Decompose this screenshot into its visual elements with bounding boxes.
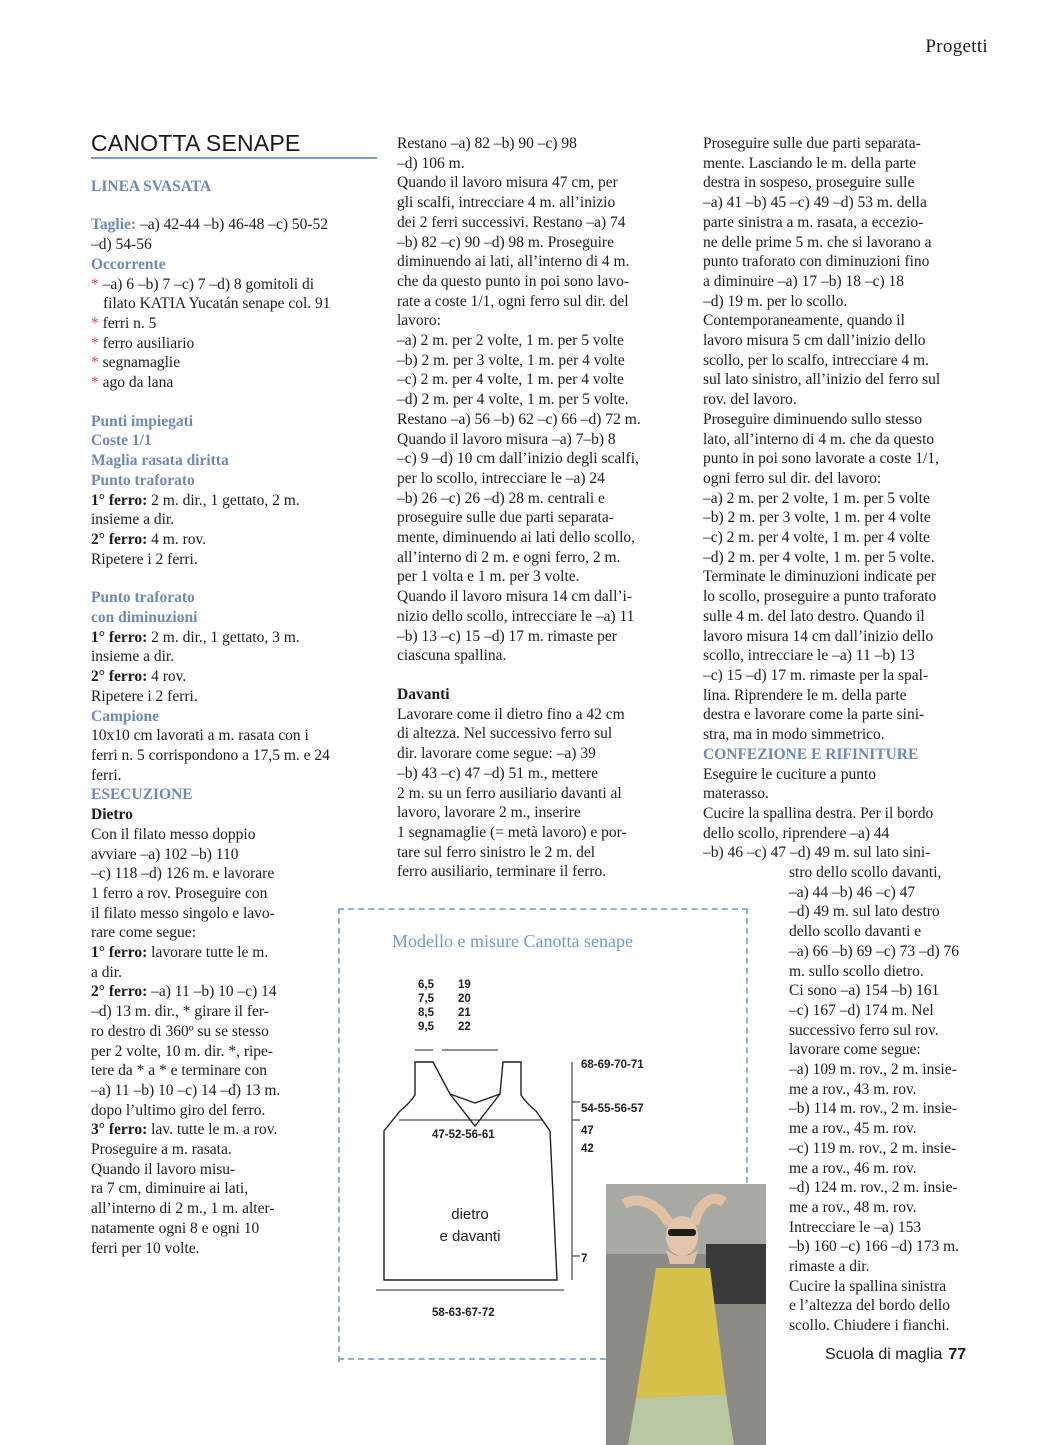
stitches-heading: Punti impiegati Coste 1/1 Maglia rasata diritta — [91, 412, 229, 470]
dim-armhole: 68-69-70-71 — [581, 1059, 644, 1071]
dim-neck: 54-55-56-57 — [581, 1103, 644, 1115]
finish-text — [703, 765, 995, 864]
text-line: per lo scollo, intrecciare le –a) 24 — [397, 469, 605, 487]
text-line: lavoro: — [397, 312, 441, 330]
text-line: m. sullo scollo dietro. — [789, 962, 924, 980]
lace-dec-row-2: 2° ferro: 4 rov. — [91, 668, 187, 686]
text-line: mente, diminuendo ai lati dello scollo, — [397, 529, 636, 547]
text-line: Cucire la spallina sinistra — [789, 1277, 947, 1295]
text-line: –b) 13 –c) 15 –d) 17 m. rimaste per — [397, 627, 617, 645]
text-line: punto traforato con diminuzioni fino — [703, 253, 930, 271]
schematic-frame-bottom — [338, 1358, 606, 1360]
bullet-icon: * — [91, 314, 103, 332]
text-line: stra, ma in modo simmetrico. — [703, 726, 885, 744]
text-line: Ci sono –a) 154 –b) 161 — [789, 982, 940, 1000]
exec-heading: ESECUZIONE — [91, 786, 193, 804]
text-line: scollo, intrecciare le –a) 11 –b) 13 — [703, 647, 915, 665]
gauge-text: 10x10 cm lavorati a m. rasata con i ferri n. 5 corrispondono a 17,5 m. e 24 ferri. — [91, 727, 330, 784]
text-line: lato, all’interno di 4 m. che da questo — [703, 430, 935, 448]
text-line: –b) 26 –c) 26 –d) 28 m. centrali e — [397, 489, 605, 507]
text-line: –b) 114 m. rov., 2 m. insie- — [789, 1100, 958, 1118]
text-line: Quando il lavoro misura 47 cm, per — [397, 174, 618, 192]
text-line: –b) 43 –c) 47 –d) 51 m., mettere — [397, 764, 599, 782]
section-name: Progetti — [925, 36, 988, 57]
text-line: –d) 49 m. sul lato destro — [789, 903, 940, 921]
sizes-line-2: –d) 54-56 — [91, 236, 152, 254]
text-line: lo scollo, proseguire a punto traforato — [703, 588, 937, 606]
text-line: sulle 4 m. del lato destro. Quando il — [703, 607, 925, 625]
text-line: –c) 2 m. per 4 volte, 1 m. per 4 volte — [397, 371, 624, 389]
text-line: Restano –a) 82 –b) 90 –c) 98 — [397, 135, 577, 152]
text-line: dello scollo davanti e — [789, 923, 922, 941]
text-line: –d) 19 m. per lo scollo. — [703, 292, 848, 310]
text-line: dei 2 ferri successivi. Restano –a) 74 — [397, 213, 626, 231]
materials-item: * ferro ausiliario — [91, 334, 195, 352]
text-line: –b) 82 –c) 90 –d) 98 m. Proseguire — [397, 233, 614, 251]
text-line: Contemporaneamente, quando il — [703, 312, 905, 330]
photo-doorway — [706, 1244, 766, 1304]
dim-42: 42 — [581, 1143, 594, 1155]
text-line: parte sinistra a m. rasata, a eccezio- — [703, 213, 924, 231]
text-line: –a) 41 –b) 45 –c) 49 –d) 53 m. della — [703, 194, 927, 212]
lace-dec-row-1-cont: insieme a dir. — [91, 648, 175, 666]
text-line: –d) 106 m. — [397, 154, 465, 172]
column-1 — [91, 130, 379, 1258]
dim-7: 7 — [581, 1253, 588, 1265]
text-line: –a) 2 m. per 2 volte, 1 m. per 5 volte — [397, 332, 624, 350]
text-line: Terminate le diminuzioni indicate per — [703, 568, 937, 586]
strap-size-b: 7,5 — [418, 993, 434, 1005]
back-continued-text — [397, 134, 687, 666]
text-line: –b) 2 m. per 3 volte, 1 m. per 4 volte — [703, 509, 931, 527]
text-line: –b) 46 –c) 47 –d) 49 m. sul lato sini- — [703, 844, 931, 862]
text-line: –a) 66 –b) 69 –c) 73 –d) 76 — [789, 942, 960, 960]
lace-dec-heading: Punto traforato con diminuzioni — [91, 589, 198, 627]
magazine-name: Scuola di maglia — [825, 1346, 943, 1363]
text-line: mente. Lasciando le m. della parte — [703, 154, 917, 172]
text-line: che da questo punto in poi sono lavo- — [397, 272, 630, 290]
text-line: –d) 2 m. per 4 volte, 1 m. per 5 volte. — [703, 548, 935, 566]
lace-dec-row-1: 1° ferro: 2 m. dir., 1 gettato, 3 m. — [91, 628, 300, 646]
text-line: Eseguire le cuciture a punto — [703, 765, 877, 783]
garment-outline — [384, 1062, 557, 1280]
materials-heading: Occorrente — [91, 255, 166, 273]
text-line: me a rov., 48 m. rov. — [789, 1198, 917, 1216]
text-line: –b) 2 m. per 3 volte, 1 m. per 4 volte — [397, 351, 625, 369]
neck-size-d: 22 — [458, 1021, 471, 1033]
neck-size-c: 21 — [458, 1007, 471, 1019]
model-photo — [606, 1184, 766, 1445]
text-line: all’interno di 2 m. e ogni ferro, 2 m. — [397, 548, 621, 566]
front-continued-text — [703, 134, 995, 745]
back-heading: Dietro — [91, 806, 133, 824]
text-line: Lavorare come il dietro fino a 42 cm — [397, 705, 625, 723]
dim-width-bottom: 58-63-67-72 — [432, 1307, 495, 1319]
photo-sunglasses — [668, 1229, 696, 1236]
text-line: tare sul ferro sinistro le 2 m. del — [397, 843, 596, 861]
text-line: ne delle prime 5 m. che si lavorano a — [703, 233, 932, 251]
text-line: ciascuna spallina. — [397, 647, 507, 665]
text-line: rimaste a dir. — [789, 1258, 870, 1276]
text-line: –c) 2 m. per 4 volte, 1 m. per 4 volte — [703, 529, 930, 547]
text-line: Quando il lavoro misura –a) 7–b) 8 — [397, 430, 616, 448]
text-line: dir. lavorare come segue: –a) 39 — [397, 745, 596, 763]
text-line: destra in sospeso, proseguire sulle — [703, 174, 915, 192]
lace-row-2: 2° ferro: 4 m. rov. — [91, 530, 207, 548]
bullet-icon: * — [91, 374, 103, 392]
text-line: –a) 2 m. per 2 volte, 1 m. per 5 volte — [703, 489, 930, 507]
dim-47: 47 — [581, 1125, 594, 1137]
neck-size-a: 19 — [458, 979, 471, 991]
article-title: CANOTTA SENAPE — [91, 134, 377, 159]
text-line: rate a coste 1/1, ogni ferro sul dir. del — [397, 292, 629, 310]
text-line: gli scalfi, intrecciare 4 m. all’inizio — [397, 194, 616, 212]
text-line: punto in poi sono lavorate a coste 1/1, — [703, 450, 939, 468]
text-line: –c) 119 m. rov., 2 m. insie- — [789, 1139, 957, 1157]
text-line: successivo ferro sul rov. — [789, 1021, 939, 1039]
column-2 — [397, 134, 687, 882]
text-line: 1 segnamaglie (= metà lavoro) e por- — [397, 823, 627, 841]
text-line: ogni ferro sul dir. del lavoro: — [703, 469, 882, 487]
text-line: lina. Riprendere le m. della parte — [703, 686, 907, 704]
text-line: diminuendo ai lati, all’interno di 4 m. — [397, 253, 630, 271]
photo-skirt — [628, 1394, 734, 1445]
piece-label-1: dietro — [451, 1206, 489, 1223]
text-line: lavorare come segue: — [789, 1041, 921, 1059]
text-line: Proseguire sulle due parti separata- — [703, 135, 921, 152]
text-line: –c) 9 –d) 10 cm dall’inizio degli scalfi, — [397, 450, 639, 468]
text-line: e l’altezza del bordo dello — [789, 1297, 950, 1315]
row-2: 2° ferro: –a) 11 –b) 10 –c) 14 — [91, 983, 277, 1001]
dimension-lines — [376, 1050, 580, 1290]
text-line: me a rov., 46 m. rov. — [789, 1159, 917, 1177]
text-line: dello scollo, riprendere –a) 44 — [703, 824, 890, 842]
strap-size-d: 9,5 — [418, 1021, 434, 1033]
text-line: Restano –a) 56 –b) 62 –c) 66 –d) 72 m. — [397, 410, 641, 428]
text-line: stro dello scollo davanti, — [789, 864, 942, 882]
text-line: lavoro misura 5 cm dall’inizio dello — [703, 332, 926, 350]
text-line: scollo, per lo scalfo, intrecciare 4 m. — [703, 351, 929, 369]
lace-row-1-cont: insieme a dir. — [91, 511, 175, 529]
text-line: –b) 160 –c) 166 –d) 173 m. — [789, 1238, 960, 1256]
row-1: 1° ferro: lavorare tutte le m. — [91, 944, 269, 962]
text-line: di altezza. Nel successivo ferro sul — [397, 725, 613, 743]
lace-heading: Punto traforato — [91, 471, 195, 489]
strap-size-c: 8,5 — [418, 1007, 434, 1019]
text-line: lavoro misura 14 cm dall’inizio dello — [703, 627, 934, 645]
text-line: nizio dello scollo, intrecciare le –a) 11 — [397, 607, 635, 625]
materials-item: * segnamaglie — [91, 354, 181, 372]
text-line: destra e lavorare come la parte sini- — [703, 706, 925, 724]
lace-row-1: 1° ferro: 2 m. dir., 1 gettato, 2 m. — [91, 491, 300, 509]
text-line: –a) 109 m. rov., 2 m. insie- — [789, 1061, 957, 1079]
bullet-icon: * — [91, 334, 103, 352]
text-line: materasso. — [703, 785, 769, 803]
front-text — [397, 705, 687, 882]
front-heading: Davanti — [397, 685, 450, 703]
materials-list — [91, 275, 379, 393]
row-3: 3° ferro: lav. tutte le m. a rov. — [91, 1121, 278, 1139]
text-line: –c) 15 –d) 17 m. rimaste per la spal- — [703, 666, 929, 684]
text-line: scollo. Chiudere i fianchi. — [789, 1317, 950, 1335]
dim-width-top: 47-52-56-61 — [432, 1129, 495, 1141]
page-footer — [825, 1346, 966, 1364]
materials-item: filato KATIA Yucatán senape col. 91 — [103, 295, 331, 313]
lace-repeat: Ripetere i 2 ferri. — [91, 550, 198, 568]
text-line: –d) 124 m. rov., 2 m. insie- — [789, 1179, 958, 1197]
text-line: Cucire la spallina destra. Per il bordo — [703, 804, 934, 822]
text-line: –c) 167 –d) 174 m. Nel — [789, 1001, 934, 1019]
page-number: 77 — [948, 1346, 967, 1363]
materials-item: * –a) 6 –b) 7 –c) 7 –d) 8 gomitoli di — [91, 275, 314, 293]
text-line: –a) 44 –b) 46 –c) 47 — [789, 883, 916, 901]
text-line: lavoro, lavorare 2 m., inserire — [397, 804, 581, 822]
text-line: Intrecciare le –a) 153 — [789, 1218, 922, 1236]
bullet-icon: * — [91, 275, 103, 293]
neckline-detail — [450, 1094, 500, 1103]
text-line: me a rov., 45 m. rov. — [789, 1120, 917, 1138]
text-line: ferro ausiliario, terminare il ferro. — [397, 863, 607, 881]
gauge-heading: Campione — [91, 707, 160, 725]
text-line: rov. del lavoro. — [703, 391, 797, 409]
text-line: proseguire sulle due parti separata- — [397, 509, 614, 527]
line-heading: LINEA SVASATA — [91, 177, 212, 195]
materials-item: * ago da lana — [91, 374, 174, 392]
neck-size-b: 20 — [458, 993, 471, 1005]
text-line: sul lato sinistro, all’inizio del ferro sul — [703, 371, 941, 389]
garment-body-shape — [384, 1062, 557, 1280]
back-text: Con il filato messo doppio avviare –a) 102 –b) 110 –c) 118 –d) 126 m. e lavorare 1 ferro a rov. Proseguire con il filato messo singolo e lavo- rare come segue: 1° ferro: lavorare tutte le m. a dir. 2° ferro: –a) 11 –b) 10 –c) 14 –d) 13 m. dir., * girare il fer- ro destro di 360º su se stesso per 2 volte, 10 m. dir. *, ripe- tere da * a * e terminare con –a) 11 –b) 10 –c) 14 –d) 13 m. dopo l’ultimo giro del ferro. 3° ferro: lav. tutte le m. a rov. Proseguire a m. rasata. Quando il lavoro misu- ra 7 cm, diminuire ai lati, all’interno di 2 m., 1 m. alter- natamente ogni 8 e ogni 10 ferri per 10 volte. — [91, 825, 379, 1258]
finish-heading: CONFEZIONE E RIFINITURE — [703, 745, 919, 763]
text-line: a diminuire –a) 17 –b) 18 –c) 18 — [703, 272, 905, 290]
text-line: Quando il lavoro misura 14 cm dall’i- — [397, 588, 633, 606]
piece-label-2: e davanti — [439, 1228, 501, 1245]
text-line: per 1 volta e 1 m. per 3 volte. — [397, 568, 580, 586]
figure-title: Modello e misure Canotta senape — [392, 931, 633, 951]
bullet-icon: * — [91, 354, 103, 372]
materials-item: * ferri n. 5 — [91, 314, 157, 332]
text-line: 2 m. su un ferro ausiliario davanti al — [397, 784, 622, 802]
strap-size-a: 6,5 — [418, 979, 434, 991]
sizes-label: Taglie: — [91, 216, 137, 234]
text-line: me a rov., 43 m. rov. — [789, 1080, 917, 1098]
sizes: Taglie: –a) 42-44 –b) 46-48 –c) 50-52 — [91, 216, 329, 234]
text-line: –d) 2 m. per 4 volte, 1 m. per 5 volte. — [397, 391, 629, 409]
lace-dec-repeat: Ripetere i 2 ferri. — [91, 687, 198, 705]
text-line: Proseguire diminuendo sullo stesso — [703, 410, 923, 428]
